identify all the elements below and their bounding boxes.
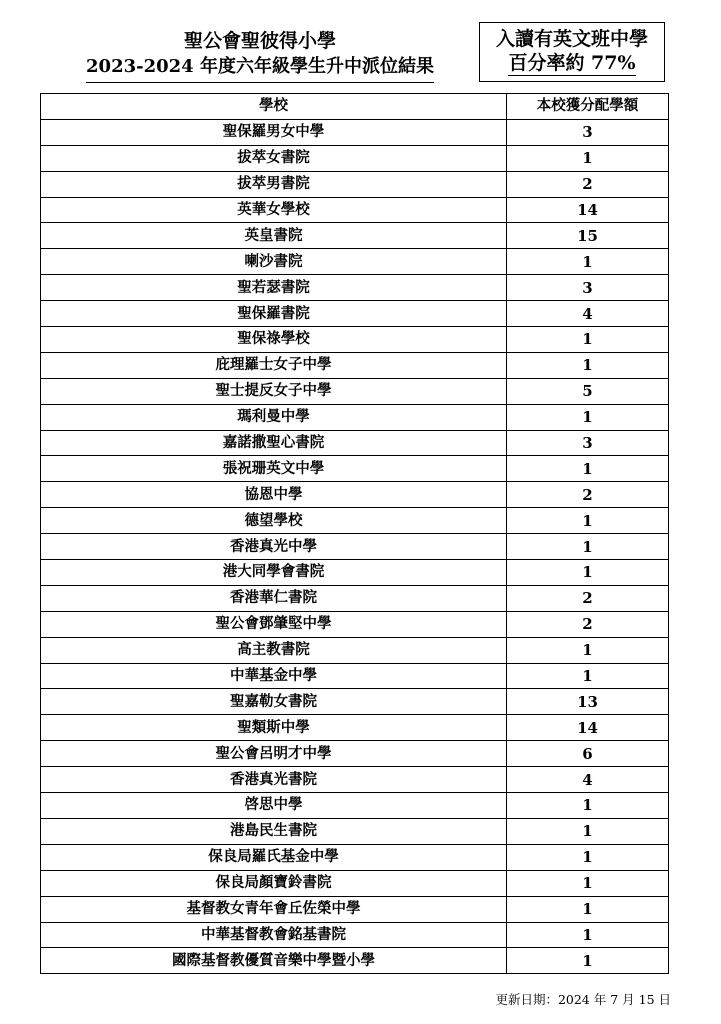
table-row bbox=[41, 922, 669, 948]
column-header-school: 學校 bbox=[41, 94, 507, 120]
allocated-places-cell: 1 bbox=[507, 637, 669, 663]
allocated-places-cell: 1 bbox=[507, 249, 669, 275]
school-name-cell: 聖類斯中學 bbox=[41, 715, 507, 741]
allocated-places-cell: 1 bbox=[507, 404, 669, 430]
allocated-places-cell: 3 bbox=[507, 275, 669, 301]
table-row bbox=[41, 663, 669, 689]
allocated-places-cell: 5 bbox=[507, 378, 669, 404]
table-row bbox=[41, 171, 669, 197]
table-row bbox=[41, 585, 669, 611]
school-name-cell: 國際基督教優質音樂中學暨小學 bbox=[41, 948, 507, 974]
allocated-places-cell: 1 bbox=[507, 844, 669, 870]
school-name-cell: 協恩中學 bbox=[41, 482, 507, 508]
school-name-cell: 港島民生書院 bbox=[41, 818, 507, 844]
table-row bbox=[41, 948, 669, 974]
allocated-places-cell: 1 bbox=[507, 534, 669, 560]
table-row bbox=[41, 275, 669, 301]
allocated-places-cell: 15 bbox=[507, 223, 669, 249]
school-name-cell: 瑪利曼中學 bbox=[41, 404, 507, 430]
rate-box-heading: 入讀有英文班中學 bbox=[495, 28, 648, 50]
table-row bbox=[41, 482, 669, 508]
allocated-places-cell: 1 bbox=[507, 818, 669, 844]
allocated-places-cell: 4 bbox=[507, 767, 669, 793]
allocated-places-cell: 2 bbox=[507, 482, 669, 508]
table-row bbox=[41, 818, 669, 844]
school-name-cell: 保良局顏寶鈴書院 bbox=[41, 870, 507, 896]
table-row bbox=[41, 223, 669, 249]
school-name-cell: 高主教書院 bbox=[41, 637, 507, 663]
table-row bbox=[41, 456, 669, 482]
rate-box-percentage: 百分率約 77% bbox=[508, 52, 636, 74]
table-row bbox=[41, 534, 669, 560]
school-name-cell: 庇理羅士女子中學 bbox=[41, 352, 507, 378]
table-header-row bbox=[41, 94, 669, 120]
table-row bbox=[41, 430, 669, 456]
allocated-places-cell: 1 bbox=[507, 508, 669, 534]
table-row bbox=[41, 327, 669, 353]
allocated-places-cell: 1 bbox=[507, 456, 669, 482]
english-class-rate-box bbox=[479, 22, 665, 82]
table-row bbox=[41, 197, 669, 223]
table-row bbox=[41, 119, 669, 145]
table-row bbox=[41, 844, 669, 870]
allocated-places-cell: 1 bbox=[507, 948, 669, 974]
allocated-places-cell: 6 bbox=[507, 741, 669, 767]
allocated-places-cell: 1 bbox=[507, 870, 669, 896]
table-row bbox=[41, 352, 669, 378]
school-name-cell: 聖若瑟書院 bbox=[41, 275, 507, 301]
table-row bbox=[41, 767, 669, 793]
school-name-cell: 基督教女青年會丘佐榮中學 bbox=[41, 896, 507, 922]
allocated-places-cell: 1 bbox=[507, 352, 669, 378]
table-row bbox=[41, 378, 669, 404]
table-row bbox=[41, 896, 669, 922]
allocation-table bbox=[40, 93, 669, 974]
school-name-cell: 喇沙書院 bbox=[41, 249, 507, 275]
school-name-cell: 聖嘉勒女書院 bbox=[41, 689, 507, 715]
allocated-places-cell: 1 bbox=[507, 145, 669, 171]
school-name-title: 聖公會聖彼得小學 bbox=[183, 30, 336, 52]
column-header-places: 本校獲分配學額 bbox=[507, 94, 669, 120]
school-name-cell: 港大同學會書院 bbox=[41, 560, 507, 586]
school-name-cell: 德望學校 bbox=[41, 508, 507, 534]
school-name-cell: 聖公會呂明才中學 bbox=[41, 741, 507, 767]
school-name-cell: 啓思中學 bbox=[41, 793, 507, 819]
allocated-places-cell: 4 bbox=[507, 301, 669, 327]
table-row bbox=[41, 249, 669, 275]
table-row bbox=[41, 689, 669, 715]
allocated-places-cell: 1 bbox=[507, 793, 669, 819]
allocated-places-cell: 14 bbox=[507, 197, 669, 223]
table-row bbox=[41, 145, 669, 171]
table-row bbox=[41, 301, 669, 327]
school-name-cell: 香港真光書院 bbox=[41, 767, 507, 793]
allocated-places-cell: 2 bbox=[507, 611, 669, 637]
allocated-places-cell: 1 bbox=[507, 896, 669, 922]
school-name-cell: 聖士提反女子中學 bbox=[41, 378, 507, 404]
table-row bbox=[41, 508, 669, 534]
allocated-places-cell: 1 bbox=[507, 922, 669, 948]
school-name-cell: 中華基督教會銘基書院 bbox=[41, 922, 507, 948]
school-name-cell: 保良局羅氏基金中學 bbox=[41, 844, 507, 870]
allocated-places-cell: 3 bbox=[507, 430, 669, 456]
table-row bbox=[41, 870, 669, 896]
school-name-cell: 拔萃男書院 bbox=[41, 171, 507, 197]
table-row bbox=[41, 793, 669, 819]
document-title-block bbox=[60, 28, 460, 83]
table-body bbox=[41, 119, 669, 973]
allocated-places-cell: 1 bbox=[507, 663, 669, 689]
school-name-cell: 聖公會鄧肇堅中學 bbox=[41, 611, 507, 637]
table-row bbox=[41, 637, 669, 663]
school-name-cell: 香港華仁書院 bbox=[41, 585, 507, 611]
school-name-cell: 張祝珊英文中學 bbox=[41, 456, 507, 482]
school-name-cell: 英皇書院 bbox=[41, 223, 507, 249]
allocated-places-cell: 1 bbox=[507, 560, 669, 586]
school-name-cell: 嘉諾撒聖心書院 bbox=[41, 430, 507, 456]
school-name-cell: 香港真光中學 bbox=[41, 534, 507, 560]
allocated-places-cell: 3 bbox=[507, 119, 669, 145]
table-row bbox=[41, 404, 669, 430]
allocated-places-cell: 14 bbox=[507, 715, 669, 741]
table-row bbox=[41, 560, 669, 586]
allocated-places-cell: 2 bbox=[507, 171, 669, 197]
table-row bbox=[41, 715, 669, 741]
school-name-cell: 聖保羅男女中學 bbox=[41, 119, 507, 145]
allocation-results-subtitle: 2023-2024 年度六年級學生升中派位結果 bbox=[86, 54, 434, 83]
school-name-cell: 英華女學校 bbox=[41, 197, 507, 223]
school-name-cell: 聖保羅書院 bbox=[41, 301, 507, 327]
table-row bbox=[41, 741, 669, 767]
school-name-cell: 中華基金中學 bbox=[41, 663, 507, 689]
allocated-places-cell: 2 bbox=[507, 585, 669, 611]
school-name-cell: 拔萃女書院 bbox=[41, 145, 507, 171]
school-name-cell: 聖保祿學校 bbox=[41, 327, 507, 353]
allocated-places-cell: 1 bbox=[507, 327, 669, 353]
update-date: 更新日期：2024 年 7 月 15 日 bbox=[495, 992, 671, 1007]
allocated-places-cell: 13 bbox=[507, 689, 669, 715]
table-row bbox=[41, 611, 669, 637]
